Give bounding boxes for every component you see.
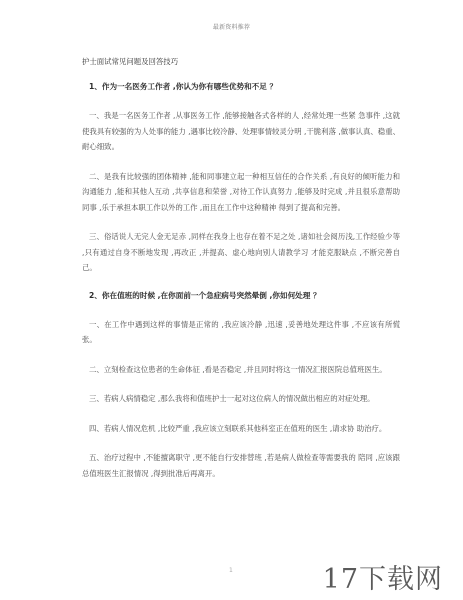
section-1 [82, 81, 400, 276]
document-content [82, 56, 400, 495]
section-2 [82, 290, 400, 482]
answer-1-paragraph-1: 一、我是一名医务工作者 ,从事医务工作 ,能够接触各式各样的人 ,经常处理一些紧 急事件 ,这就使我具有较强的为人处事的能力 ,遇事比较冷静、处理事情较灵分明 ,干脆利落 ,做事认真、稳重、耐心细致。 [82, 111, 400, 151]
answer-2-paragraph-2: 二、立刻检查这位患者的生命体征 ,看是否稳定 ,并且同时将这一情况汇报医院总值班医生。 [89, 364, 387, 374]
answer-2-paragraph-5: 五、治疗过程中 ,不能擅离职守 ,更不能自行安排替班 ,若是病人做检查等需要我的 陪同 ,应该跟总值班医生汇报情况 ,得到批准后再离开。 [82, 453, 400, 478]
answer-1-paragraph-2: 二、是我有比较强的团体精神 ,能和同事建立起一种相互信任的合作关系 ,有良好的倾听能力和沟通能力 ,能和其他人互动 ,共享信息和荣誉 ,对待工作认真努力 ,能够及时完成 ,并且很乐意帮助同事 ,乐于承担本职工作以外的工作 ,而且在工作中这种精神 得到了提高和完善。 [82, 171, 400, 212]
answer-2-paragraph-4: 四、若病人情况危机 ,比较严重 ,我应该立刻联系其他科室正在值班的医生 ,请求协 助治疗。 [89, 423, 387, 433]
answer-2-paragraph-1: 一、在工作中遇到这样的事情是正常的 ,我应该冷静 ,迅速 ,妥善地处理这件事 ,不应该有所慌张。 [82, 319, 400, 344]
question-1: 1、作为一名医务工作者 ,你认为你有哪些优势和不足 ？ [89, 82, 278, 91]
question-2: 2、你在值班的时候 ,在你面前一个急症病号突然晕倒 ,你如何处理 ？ [89, 290, 321, 300]
answer-2-paragraph-3: 三、若病人病情稳定 ,那么我将和值班护士一起对这位病人的情况做出相应的对症处理。 [89, 394, 375, 403]
page-header: 最新资料推荐 [212, 24, 251, 31]
document-title: 护士面试常见问题及回答技巧 [82, 57, 179, 66]
answer-1-paragraph-3: 三、俗话说人无完人金无足赤 ,同样在我身上也存在着不足之处 ,诸如社会阅历浅,工作经验少等 ,只有通过自身不断地发现 ,再改正 ,并提高、虚心地向别人请教学习 才能克服缺点 ,不断完善自己。 [82, 232, 400, 272]
page-number: 1 [229, 567, 233, 574]
site-watermark: 17下载网 [322, 564, 443, 595]
